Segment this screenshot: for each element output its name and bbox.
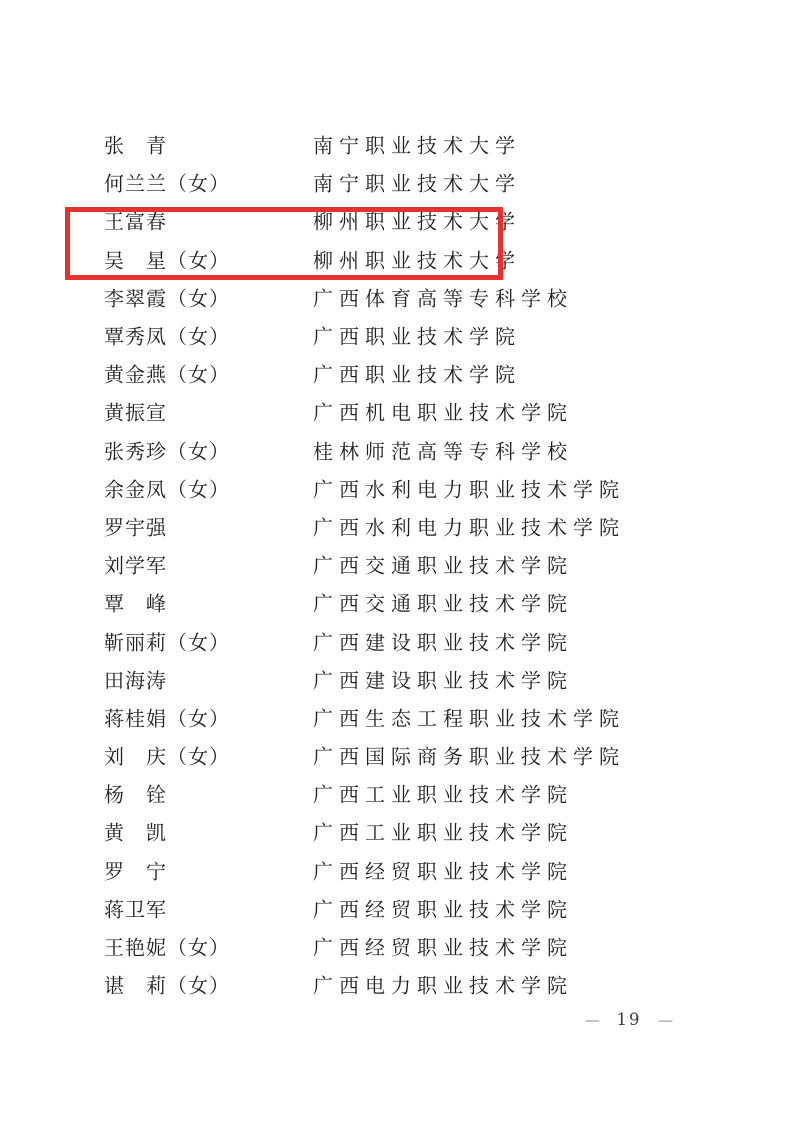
- person-name: 黄振宣: [104, 400, 167, 425]
- table-row: [0, 927, 800, 965]
- institution-name: 广西国际商务职业技术学院: [313, 744, 625, 769]
- institution-name: 桂林师范高等专科学校: [313, 439, 573, 464]
- table-row: [0, 851, 800, 889]
- person-name: 王富春: [104, 209, 167, 234]
- person-name: 杨 铨: [104, 782, 167, 807]
- person-name: 王艳妮（女）: [104, 935, 230, 960]
- person-name: 张 青: [104, 133, 167, 158]
- table-row: [0, 965, 800, 1003]
- table-row: [0, 201, 800, 239]
- table-row: [0, 431, 800, 469]
- page-footer: [585, 1010, 673, 1030]
- institution-name: 广西经贸职业技术学院: [313, 859, 573, 884]
- table-row: [0, 125, 800, 163]
- table-row: [0, 774, 800, 812]
- table-row: [0, 660, 800, 698]
- institution-name: 柳州职业技术大学: [313, 209, 521, 234]
- institution-name: 广西建设职业技术学院: [313, 668, 573, 693]
- person-name: 田海涛: [104, 668, 167, 693]
- institution-name: 南宁职业技术大学: [313, 171, 521, 196]
- table-row: [0, 392, 800, 430]
- person-name: 蒋卫军: [104, 897, 167, 922]
- institution-name: 广西体育高等专科学校: [313, 286, 573, 311]
- person-name: 刘 庆（女）: [104, 744, 230, 769]
- institution-name: 广西工业职业技术学院: [313, 782, 573, 807]
- table-row: [0, 240, 800, 278]
- person-name: 谌 莉（女）: [104, 973, 230, 998]
- person-name: 黄 凯: [104, 820, 167, 845]
- person-name: 覃 峰: [104, 591, 167, 616]
- table-row: [0, 545, 800, 583]
- institution-name: 广西电力职业技术学院: [313, 973, 573, 998]
- name-institution-list: [0, 125, 800, 1003]
- table-row: [0, 469, 800, 507]
- table-row: [0, 507, 800, 545]
- institution-name: 广西经贸职业技术学院: [313, 935, 573, 960]
- table-row: [0, 278, 800, 316]
- table-row: [0, 163, 800, 201]
- table-row: [0, 621, 800, 659]
- institution-name: 广西交通职业技术学院: [313, 591, 573, 616]
- table-row: [0, 736, 800, 774]
- institution-name: 广西生态工程职业技术学院: [313, 706, 625, 731]
- person-name: 余金凤（女）: [104, 477, 230, 502]
- institution-name: 广西职业技术学院: [313, 362, 521, 387]
- institution-name: 广西水利电力职业技术学院: [313, 515, 625, 540]
- table-row: [0, 812, 800, 850]
- institution-name: 广西经贸职业技术学院: [313, 897, 573, 922]
- institution-name: 南宁职业技术大学: [313, 133, 521, 158]
- footer-dash-right: —: [658, 1010, 673, 1029]
- person-name: 蒋桂娟（女）: [104, 706, 230, 731]
- institution-name: 广西建设职业技术学院: [313, 630, 573, 655]
- table-row: [0, 698, 800, 736]
- person-name: 李翠霞（女）: [104, 286, 230, 311]
- institution-name: 广西职业技术学院: [313, 324, 521, 349]
- person-name: 覃秀凤（女）: [104, 324, 230, 349]
- institution-name: 广西机电职业技术学院: [313, 400, 573, 425]
- page-number: 19: [616, 1009, 642, 1029]
- person-name: 张秀珍（女）: [104, 439, 230, 464]
- person-name: 何兰兰（女）: [104, 171, 230, 196]
- institution-name: 柳州职业技术大学: [313, 248, 521, 273]
- person-name: 黄金燕（女）: [104, 362, 230, 387]
- institution-name: 广西交通职业技术学院: [313, 553, 573, 578]
- table-row: [0, 583, 800, 621]
- institution-name: 广西工业职业技术学院: [313, 820, 573, 845]
- table-row: [0, 316, 800, 354]
- person-name: 刘学军: [104, 553, 167, 578]
- footer-dash-left: —: [585, 1010, 600, 1029]
- institution-name: 广西水利电力职业技术学院: [313, 477, 625, 502]
- table-row: [0, 889, 800, 927]
- table-row: [0, 354, 800, 392]
- person-name: 吴 星（女）: [104, 248, 230, 273]
- person-name: 罗宇强: [104, 515, 167, 540]
- person-name: 靳丽莉（女）: [104, 630, 230, 655]
- person-name: 罗 宁: [104, 859, 167, 884]
